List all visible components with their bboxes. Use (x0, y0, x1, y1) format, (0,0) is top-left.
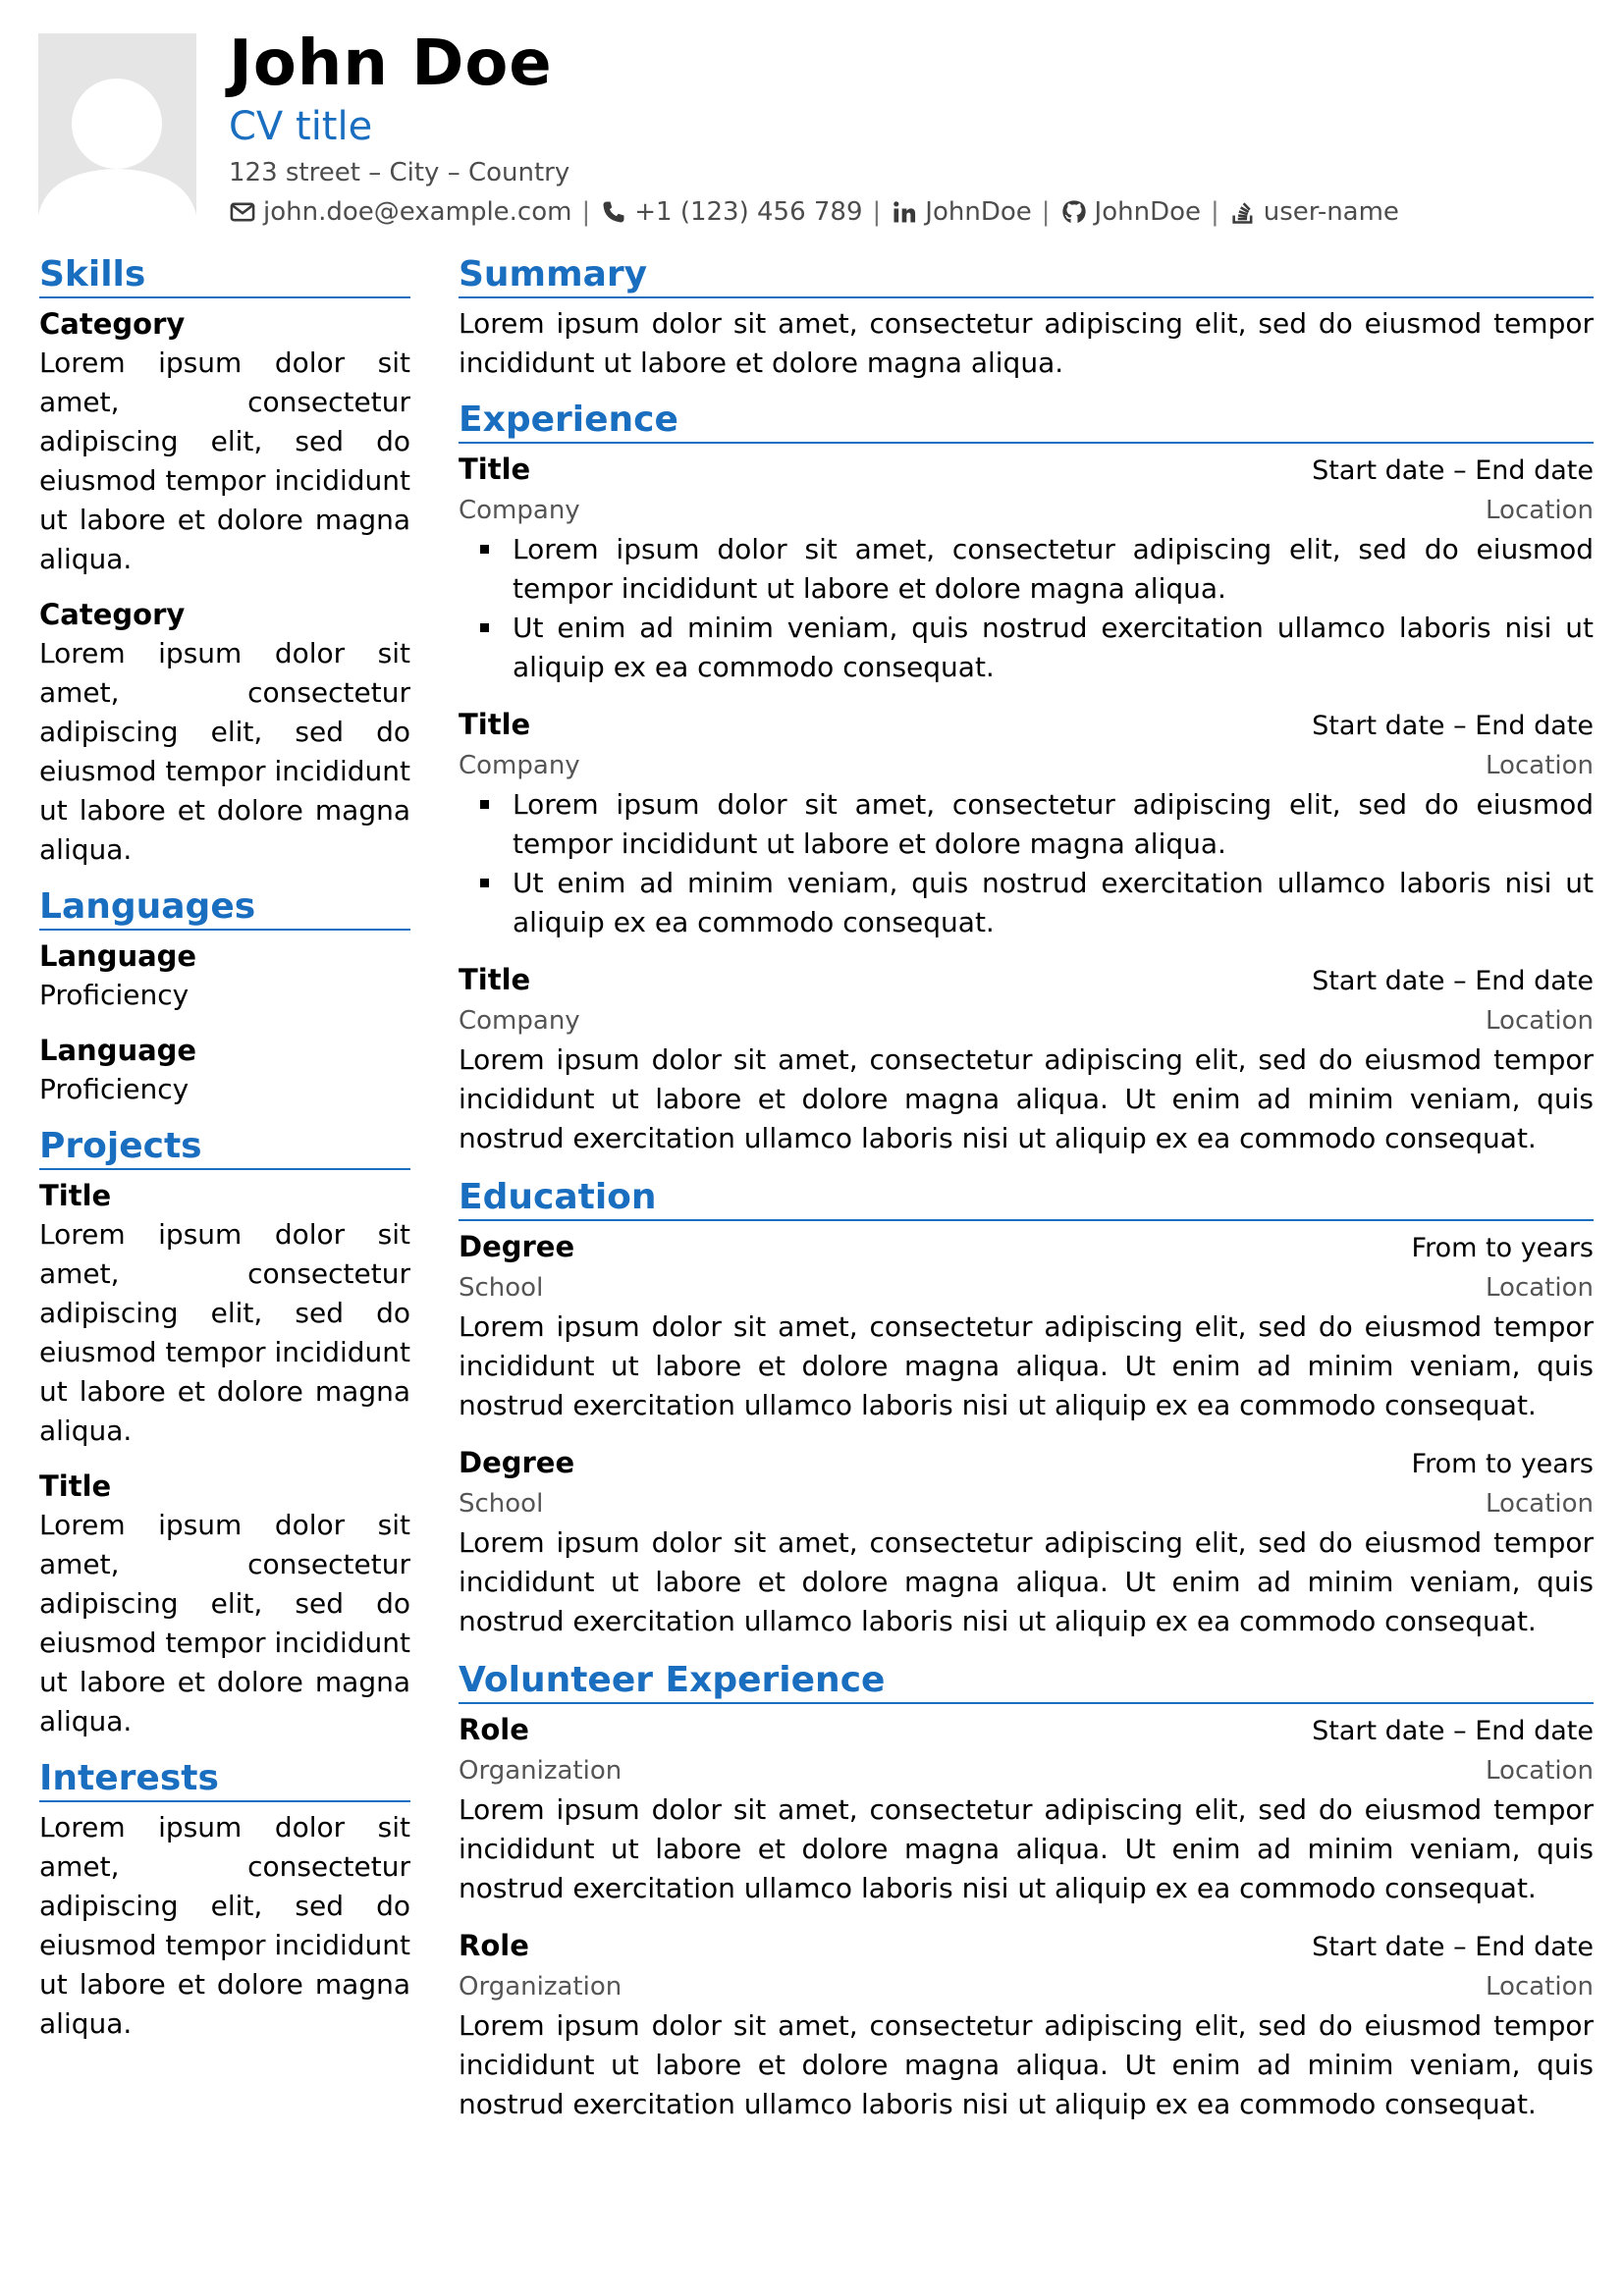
separator: | (581, 197, 591, 227)
volunteer-description: Lorem ipsum dolor sit amet, consectetur adipiscing elit, sed do eiusmod tempor incididunt ut labore et dolore magna aliqua. Ut enim ad minim veniam, quis nostrud exercitation ullamco laboris nisi ut aliquip ex ea commodo consequat. (459, 2009, 1594, 2120)
job-dates: Start date – End date (1312, 455, 1594, 486)
summary-heading: Summary (459, 253, 1594, 298)
separator: | (872, 197, 882, 227)
education-entry (459, 1227, 1594, 1425)
person-silhouette-icon (38, 33, 196, 233)
phone-text: +1 (123) 456 789 (634, 197, 863, 227)
education-entry (459, 1443, 1594, 1641)
envelope-icon (229, 198, 256, 226)
language-name: Language (39, 939, 197, 973)
projects-heading: Projects (39, 1125, 410, 1170)
company: Company (459, 496, 580, 525)
education-years: From to years (1411, 1233, 1594, 1263)
location: Location (1486, 1972, 1594, 2002)
job-dates: Start date – End date (1312, 711, 1594, 741)
organization: Organization (459, 1756, 623, 1786)
school: School (459, 1273, 544, 1303)
sidebar (39, 253, 410, 2059)
education-heading: Education (459, 1176, 1594, 1221)
skill-description: Lorem ipsum dolor sit amet, consectetur adipiscing elit, sed do eiusmod tempor incididunt ut labore et dolore magna aliqua. (39, 637, 410, 866)
skill-item (39, 595, 410, 870)
job-title: Title (459, 963, 531, 996)
organization: Organization (459, 1972, 623, 2002)
linkedin-text: JohnDoe (925, 197, 1032, 227)
location: Location (1486, 1489, 1594, 1519)
separator: | (1211, 197, 1219, 227)
job-dates: Start date – End date (1312, 966, 1594, 996)
languages-heading: Languages (39, 885, 410, 931)
location: Location (1486, 496, 1594, 525)
stackoverflow-text: user-name (1263, 197, 1399, 227)
address: 123 street – City – Country (229, 158, 570, 187)
skill-description: Lorem ipsum dolor sit amet, consectetur adipiscing elit, sed do eiusmod tempor incididunt ut labore et dolore magna aliqua. (39, 347, 410, 575)
header (229, 22, 1603, 230)
project-item (39, 1176, 410, 1451)
language-item (39, 1031, 410, 1109)
experience-entry (459, 450, 1594, 687)
contact-bar (229, 194, 1603, 230)
main-content (459, 253, 1594, 2142)
experience-heading: Experience (459, 399, 1594, 444)
volunteer-description: Lorem ipsum dolor sit amet, consectetur adipiscing elit, sed do eiusmod tempor incididunt ut labore et dolore magna aliqua. Ut enim ad minim veniam, quis nostrud exercitation ullamco laboris nisi ut aliquip ex ea commodo consequat. (459, 1793, 1594, 1904)
project-item (39, 1467, 410, 1741)
job-title: Title (459, 453, 531, 486)
summary-text: Lorem ipsum dolor sit amet, consectetur adipiscing elit, sed do eiusmod tempor incididunt ut labore et dolore magna aliqua. (459, 307, 1594, 379)
company: Company (459, 751, 580, 780)
summary-section (459, 253, 1594, 383)
education-section (459, 1176, 1594, 1641)
stackoverflow-icon (1229, 198, 1257, 226)
email-text: john.doe@example.com (263, 197, 572, 227)
list-item: Lorem ipsum dolor sit amet, consectetur adipiscing elit, sed do eiusmod tempor incididunt ut labore et dolore magna aliqua. (459, 785, 1594, 864)
company: Company (459, 1006, 580, 1036)
location: Location (1486, 751, 1594, 780)
role: Role (459, 1713, 529, 1746)
project-description: Lorem ipsum dolor sit amet, consectetur adipiscing elit, sed do eiusmod tempor incididunt ut labore et dolore magna aliqua. (39, 1509, 410, 1737)
skill-item (39, 304, 410, 579)
github-icon (1060, 198, 1088, 226)
list-item: Ut enim ad minim veniam, quis nostrud exercitation ullamco laboris nisi ut aliquip ex ea commodo consequat. (459, 609, 1594, 687)
volunteer-section (459, 1659, 1594, 2124)
role: Role (459, 1929, 529, 1962)
volunteer-dates: Start date – End date (1312, 1716, 1594, 1746)
project-title: Title (39, 1469, 112, 1503)
language-name: Language (39, 1034, 197, 1067)
github-link[interactable] (1060, 194, 1201, 230)
projects-section (39, 1125, 410, 1741)
experience-entry (459, 705, 1594, 942)
experience-entry (459, 960, 1594, 1158)
job-title: Title (459, 708, 531, 741)
degree: Degree (459, 1230, 575, 1263)
school: School (459, 1489, 544, 1519)
language-item (39, 936, 410, 1015)
stackoverflow-link[interactable] (1229, 194, 1399, 230)
language-proficiency: Proficiency (39, 979, 189, 1011)
skills-section (39, 253, 410, 870)
email-link[interactable] (229, 194, 571, 230)
interests-section (39, 1757, 410, 2044)
list-item: Ut enim ad minim veniam, quis nostrud exercitation ullamco laboris nisi ut aliquip ex ea commodo consequat. (459, 864, 1594, 942)
volunteer-entry (459, 1710, 1594, 1908)
education-description: Lorem ipsum dolor sit amet, consectetur adipiscing elit, sed do eiusmod tempor incididunt ut labore et dolore magna aliqua. Ut enim ad minim veniam, quis nostrud exercitation ullamco laboris nisi ut aliquip ex ea commodo consequat. (459, 1310, 1594, 1421)
linkedin-icon (891, 198, 918, 226)
volunteer-heading: Volunteer Experience (459, 1659, 1594, 1704)
skill-category: Category (39, 307, 186, 341)
project-title: Title (39, 1179, 112, 1212)
linkedin-link[interactable] (891, 194, 1031, 230)
language-proficiency: Proficiency (39, 1073, 189, 1105)
location: Location (1486, 1273, 1594, 1303)
cv-title: CV title (229, 104, 373, 149)
location: Location (1486, 1756, 1594, 1786)
avatar (38, 33, 196, 233)
education-description: Lorem ipsum dolor sit amet, consectetur adipiscing elit, sed do eiusmod tempor incididunt ut labore et dolore magna aliqua. Ut enim ad minim veniam, quis nostrud exercitation ullamco laboris nisi ut aliquip ex ea commodo consequat. (459, 1526, 1594, 1637)
skills-heading: Skills (39, 253, 410, 298)
volunteer-dates: Start date – End date (1312, 1932, 1594, 1962)
degree: Degree (459, 1446, 575, 1479)
interests-heading: Interests (39, 1757, 410, 1802)
education-years: From to years (1411, 1449, 1594, 1479)
experience-section (459, 399, 1594, 1158)
interests-text: Lorem ipsum dolor sit amet, consectetur adipiscing elit, sed do eiusmod tempor incididunt ut labore et dolore magna aliqua. (39, 1811, 410, 2040)
bullet-list (459, 530, 1594, 687)
phone-link[interactable] (600, 194, 862, 230)
github-text: JohnDoe (1094, 197, 1201, 227)
job-description: Lorem ipsum dolor sit amet, consectetur adipiscing elit, sed do eiusmod tempor incididunt ut labore et dolore magna aliqua. Ut enim ad minim veniam, quis nostrud exercitation ullamco laboris nisi ut aliquip ex ea commodo consequat. (459, 1043, 1594, 1154)
skill-category: Category (39, 598, 186, 631)
separator: | (1041, 197, 1051, 227)
bullet-list (459, 785, 1594, 942)
location: Location (1486, 1006, 1594, 1036)
project-description: Lorem ipsum dolor sit amet, consectetur adipiscing elit, sed do eiusmod tempor incididunt ut labore et dolore magna aliqua. (39, 1218, 410, 1447)
person-name: John Doe (229, 27, 553, 100)
phone-icon (600, 198, 627, 226)
list-item: Lorem ipsum dolor sit amet, consectetur adipiscing elit, sed do eiusmod tempor incididunt ut labore et dolore magna aliqua. (459, 530, 1594, 609)
volunteer-entry (459, 1926, 1594, 2124)
languages-section (39, 885, 410, 1109)
